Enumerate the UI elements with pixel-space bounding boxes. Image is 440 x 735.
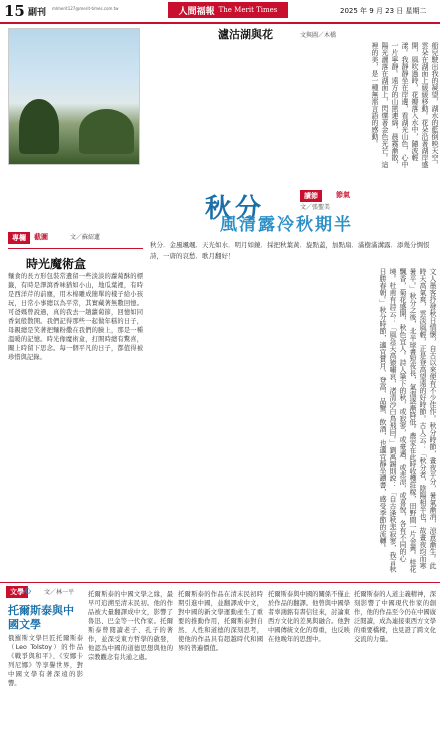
- bottom-author: 文／林一平: [44, 589, 75, 596]
- bottom-paragraph: 托爾斯泰的中國文學之緣，最早可追溯至清末民初。他的作品被大量翻譯成中文，影響了魯迅、巴金等一代作家。托爾斯泰曾閱讀老子、孔子的著作，並深受東方哲學的啟發，他認為中國的道德思想與他的宗教觀念有共通之處。: [88, 591, 173, 661]
- bottom-paragraph: 俄羅斯文學巨匠托爾斯泰（Leo Tolstoy）的作品《戰爭與和平》、《安娜卡列尼娜》等享譽世界，對中國文學有著深遠的影響。: [8, 635, 83, 687]
- bottom-paragraph: 托爾斯泰的作品在清末民初時期引進中國，並翻譯成中文，對中國的新文學運動產生了重要的推動作用，托爾斯泰對自然、人性和道德的深刻思考，使他的作品具有超越時代和國界的普遍價值。: [178, 591, 263, 652]
- bottom-paragraph: 托爾斯泰與中國的關係不僅止於作品的翻譯。他曾與中國學者辜鴻銘有書信往來，討論東西方文化的差異與融合。他對中國傳統文化的尊重，也反映在他晚年的思想中。: [268, 591, 350, 643]
- logo-chinese: 人間福報: [178, 6, 215, 17]
- issue-date: 2025 年 9 月 23 日 星期二: [340, 7, 427, 15]
- divider: [0, 582, 440, 583]
- column-title: 時光魔術盒: [26, 257, 87, 271]
- column-body: 麵食的長方形包裝常遺留一些淡淡的蘿蔔酥的標籤，有時是澤瀉香味猶如小山，地瓜葉裡，有時是西洋芹的前塵，用木棉雕成簡單的樣子給小孩玩，日常小事總以為平常，其實藏著無數回憶。可爸媽曾說過，真的我去一趟蘿蔔節，回憶如同香氣般散開。我們記得那些一起做年糕的日子，母親總是笑著把麵粉撒在我們的臉上，那是一種溫暖的記憶。時光像魔術盒，打開時總有驚喜，關上時留下思念。每一個平凡的日子，都值得被珍惜與記錄。: [8, 273, 143, 361]
- bottom-paragraph: 托爾斯泰的人道主義精神，深刻影響了中國現代作家的創作，他的作品至今仍在中國廣泛閱讀，成為連接東西方文學的重要橋樑，也見證了跨文化交流的力量。: [354, 591, 436, 643]
- lake-photo: [8, 28, 140, 165]
- column-tag: 專欄: [8, 232, 30, 244]
- article-body: 文人墨客抒發秋日情懷，自古以來便有不少佳作。秋分時節，晝夜平分，暑氣漸消，涼意漸生。此時天高氣爽，雲淡風輕，正是登高望遠的好時節。古人云：「秋分者，陰陽相半也，故晝夜均而寒暑平。」秋分之後，北半球晝短夜長，氣溫逐漸降低。農家在此時收穫莊稼，田野間一片金黃。桂花飄香，菊花盛開，秋色宜人。詩人筆下的秋，或寂寥，或豪邁，或悲涼，或喜悅，各有不同的心境。杜甫有詩云：「風急天高猿嘯哀，渚清沙白鳥飛回。」劉禹錫則說：「自古逢秋悲寂寥，我言秋日勝春朝。」秋分時節，適宜賞月、登高、品蟹、飲酒，也適宜靜坐讀書，感受季節的流轉。: [379, 268, 437, 573]
- divider: [8, 248, 143, 249]
- article-title: 秋分: [205, 194, 266, 224]
- logo-english: The Merit Times: [218, 6, 278, 14]
- article-intro: 秋分．金風颯颯．天光如水．明月如鏡．採把秋葉黃．旋點蓋，加點扇．滿樹滿溝露．添幾分惆悵詩，一唐的哀愁．歌月翻好！: [150, 241, 430, 260]
- contact-email: mlmerit127@merit-times.com.tw: [52, 6, 119, 11]
- poem-title: 瀘沽湖與花: [218, 28, 273, 41]
- tree-shape: [19, 99, 59, 154]
- bottom-tag: 文學: [6, 586, 28, 598]
- newspaper-logo: [168, 2, 288, 18]
- article-author: 文／張聖美: [300, 204, 331, 211]
- bottom-tag-name: 心: [24, 587, 31, 595]
- article-tag: 讀節: [300, 190, 322, 202]
- section-name: 副刊: [28, 8, 47, 18]
- column-name: 截圖: [34, 233, 48, 241]
- article-headline: 風清露冷秋期半: [220, 215, 353, 235]
- column-author: 文／蘇紹蓮: [70, 234, 101, 241]
- poem-author: 文與圖／木橋: [300, 32, 337, 39]
- poem-body: 船兒駛出我的凝望，湖水的藍倒映天空，雲朵在湖面上緩緩移動。花朵沿著湖岸盛開，風吹過時，花瓣落入水中，隨波輕漾。我靜靜坐在岸邊，看湖光山色，心中一片寧靜。遠方的山巒連綿，晨霧漸散，陽光灑落在湖面上，閃爍著金色光芒。這裡的美，是一種無需言語的感動。: [371, 42, 439, 168]
- page-number: 15: [4, 2, 25, 20]
- article-tag: 節氣: [336, 191, 350, 199]
- bottom-title: 托爾斯泰與中國文學: [8, 604, 74, 631]
